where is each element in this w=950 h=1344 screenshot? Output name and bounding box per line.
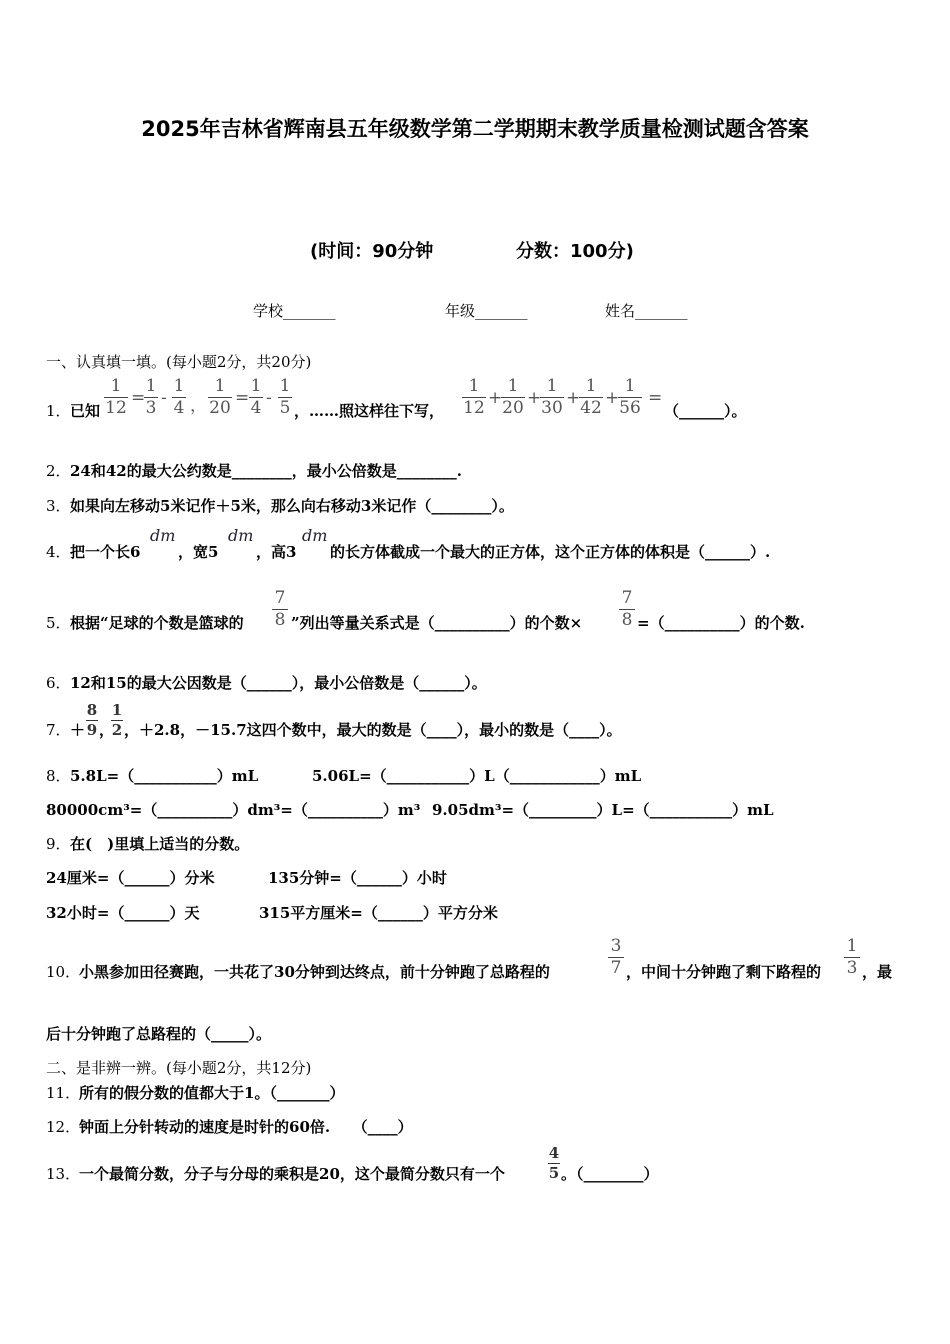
question-text: ，中间十分钟跑了剩下路程的: [626, 963, 822, 981]
question-number: 8．: [46, 767, 71, 785]
fraction: 1 20: [209, 376, 231, 418]
operator: =: [131, 388, 146, 408]
fraction: 1 12: [105, 376, 127, 418]
question-number: 1．: [46, 402, 71, 420]
question-text: 24和42的最大公约数是________，最小公倍数是________.: [70, 462, 462, 480]
fraction: 1 20: [502, 376, 524, 418]
question-text: 5.8L=（___________）mL: [70, 767, 259, 785]
fraction: 1 3: [844, 938, 860, 977]
question-text: ，高3: [256, 543, 297, 561]
fraction: 1 42: [580, 376, 602, 418]
operator: +: [488, 388, 503, 408]
section-2-heading: 二、是非辨一辨。(每小题2分，共12分): [46, 1059, 312, 1077]
operator: -: [161, 388, 167, 408]
operator: +: [527, 388, 542, 408]
fraction: 3 7: [608, 938, 624, 977]
fraction: 1 12: [463, 376, 485, 418]
fraction: 4 5: [548, 1144, 560, 1182]
question-number: 11．: [46, 1084, 81, 1102]
fraction: 1 5: [279, 376, 291, 418]
exam-score: 分数：100分): [516, 241, 634, 262]
unit-dm: dm: [150, 526, 176, 545]
section-1-heading: 一、认真填一填。(每小题2分，共20分): [46, 353, 312, 371]
fraction: 1 4: [173, 376, 185, 418]
question-text: 后十分钟跑了总路程的（_____）。: [46, 1025, 272, 1043]
question-number: 13．: [46, 1165, 81, 1183]
question-number: 4．: [46, 543, 71, 561]
fraction: 8 9: [86, 701, 98, 739]
fraction: 1 56: [619, 376, 641, 418]
question-text: 一个最简分数，分子与分母的乘积是20，这个最简分数只有一个: [79, 1165, 505, 1183]
question-text: 已知: [70, 402, 101, 420]
question-number: 2．: [46, 462, 71, 480]
question-number: 7．: [46, 721, 71, 739]
question-text: ”列出等量关系式是（__________）的个数×: [291, 614, 583, 632]
operator: ，: [190, 396, 207, 416]
question-text: 32小时=（______）天: [46, 904, 200, 922]
name-field: 姓名_______: [605, 302, 688, 320]
fraction: 1 30: [541, 376, 563, 418]
question-text: 9.05dm³=（_________）L=（___________）mL: [432, 801, 774, 819]
question-text: ，＋2.8，－15.7这四个数中，最大的数是（____），最小的数是（____）。: [124, 721, 622, 739]
operator: -: [266, 388, 272, 408]
question-text: ，……照这样往下写，: [294, 402, 445, 420]
fraction: 7 8: [619, 590, 635, 629]
question-text: 在( )里填上适当的分数。: [70, 835, 250, 853]
unit-dm: dm: [228, 526, 254, 545]
question-text: 12和15的最大公因数是（______），最小公倍数是（______）。: [70, 674, 487, 692]
question-number: 9．: [46, 835, 71, 853]
question-text: 的长方体截成一个最大的正方体，这个正方体的体积是（______）.: [330, 543, 771, 561]
question-text: 钟面上分针转动的速度是时针的60倍. （____）: [79, 1118, 413, 1136]
operator: +: [605, 388, 620, 408]
question-number: 6．: [46, 674, 71, 692]
question-text: 315平方厘米=（______）平方分米: [259, 904, 498, 922]
question-text: ＋: [70, 721, 86, 739]
question-text: 小黑参加田径赛跑，一共花了30分钟到达终点，前十分钟跑了总路程的: [79, 963, 550, 981]
question-number: 12．: [46, 1118, 81, 1136]
school-field: 学校_______: [253, 302, 336, 320]
question-number: 3．: [46, 497, 71, 515]
grade-field: 年级_______: [445, 302, 528, 320]
question-text: 如果向左移动5米记作＋5米，那么向右移动3米记作（________）。: [70, 497, 514, 515]
fraction: 1 3: [145, 376, 157, 418]
question-text: 80000cm³=（__________）dm³=（__________）m³: [46, 801, 421, 819]
question-text: 把一个长6: [70, 543, 141, 561]
operator: =: [235, 388, 250, 408]
question-text: 24厘米=（______）分米: [46, 869, 215, 887]
question-text: ，宽5: [178, 543, 219, 561]
question-text: 根据“足球的个数是篮球的: [70, 614, 244, 632]
fraction: 1 4: [250, 376, 262, 418]
answer-blank[interactable]: （______）。: [664, 402, 747, 420]
page-title: 2025年吉林省辉南县五年级数学第二学期期末教学质量检测试题含答案: [141, 117, 809, 141]
question-text: =（__________）的个数.: [637, 614, 805, 632]
question-text: 。（________）: [561, 1165, 659, 1183]
question-text: 135分钟=（______）小时: [268, 869, 447, 887]
question-text: 所有的假分数的值都大于1。（_______）: [79, 1084, 345, 1102]
fraction: 1 2: [111, 701, 123, 739]
question-number: 10．: [46, 963, 81, 981]
fraction: 7 8: [272, 590, 288, 629]
operator: =: [648, 388, 663, 408]
exam-time: (时间：90分钟: [310, 241, 434, 262]
unit-dm: dm: [302, 526, 328, 545]
question-number: 5．: [46, 614, 71, 632]
question-text: ，最: [862, 963, 893, 981]
question-text: ，: [99, 721, 115, 739]
operator: +: [566, 388, 581, 408]
question-text: 5.06L=（___________）L（____________）mL: [312, 767, 642, 785]
